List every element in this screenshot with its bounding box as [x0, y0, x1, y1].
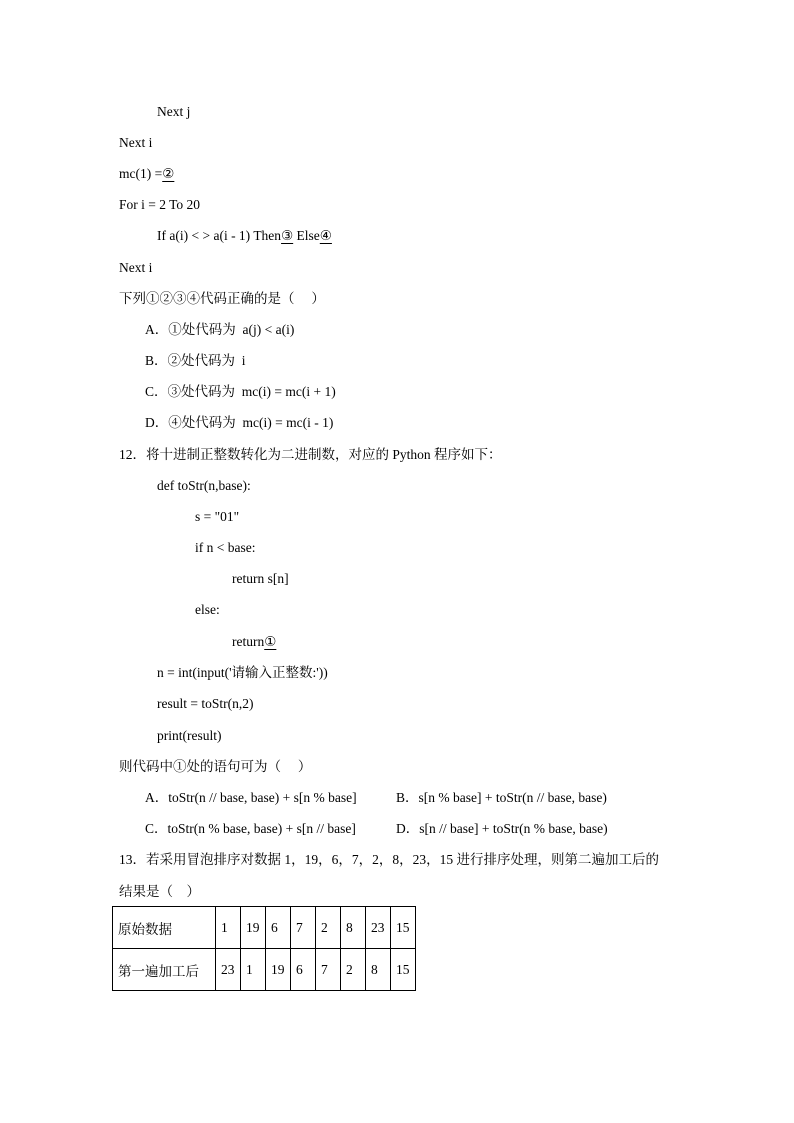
code-return-1: return s[n] — [232, 571, 289, 586]
question-12-sub-prompt: 则代码中①处的语句可为（ ） — [119, 759, 312, 774]
question-12-option-b: B．s[n % base] + toStr(n // base, base) — [396, 790, 607, 805]
blank-4: ④ — [319, 228, 332, 243]
table-cell: 7 — [316, 949, 341, 991]
code-next-i: Next i — [119, 135, 153, 150]
code-print: print(result) — [157, 728, 222, 743]
question-12-prompt: 12．将十进制正整数转化为二进制数，对应的 Python 程序如下： — [119, 447, 502, 462]
code-next-j: Next j — [157, 104, 191, 119]
table-cell: 6 — [266, 907, 291, 949]
table-cell: 19 — [241, 907, 266, 949]
question-12-option-d: D．s[n // base] + toStr(n % base, base) — [396, 821, 608, 836]
code-def: def toStr(n,base): — [157, 478, 251, 493]
table-row-first-pass — [113, 949, 416, 991]
code-if-base: if n < base: — [195, 540, 256, 555]
table-cell: 19 — [266, 949, 291, 991]
blank-2: ② — [162, 166, 175, 181]
question-13-prompt-line-1: 13．若采用冒泡排序对数据 1，19，6，7，2，8，23，15 进行排序处理，则第二遍加工后的 — [119, 852, 659, 867]
table-row-original — [113, 907, 416, 949]
table-cell: 15 — [391, 949, 416, 991]
code-next-i-2: Next i — [119, 260, 153, 275]
blank-3: ③ — [281, 228, 294, 243]
bubble-sort-table — [112, 906, 416, 991]
table-cell: 1 — [241, 949, 266, 991]
code-return-2-prefix: return — [232, 634, 265, 649]
row-label-original: 原始数据 — [113, 907, 216, 949]
code-mc-assign — [119, 165, 178, 183]
table-cell: 7 — [291, 907, 316, 949]
question-11-option-d: D．④处代码为 mc(i) = mc(i - 1) — [145, 415, 334, 430]
question-11-prompt: 下列①②③④代码正确的是（ ） — [119, 291, 325, 306]
code-n-assign: n = int(input('请输入正整数:')) — [157, 665, 328, 680]
code-s-assign: s = "01" — [195, 509, 240, 524]
table-cell: 2 — [341, 949, 366, 991]
table-cell: 2 — [316, 907, 341, 949]
code-return-2 — [232, 633, 280, 651]
code-else: Else — [293, 228, 320, 243]
table-cell: 1 — [216, 907, 241, 949]
code-else-line: else: — [195, 602, 220, 617]
table-cell: 6 — [291, 949, 316, 991]
code-for-loop: For i = 2 To 20 — [119, 197, 201, 212]
code-if-line — [157, 227, 332, 245]
question-12-option-c: C．toStr(n % base, base) + s[n // base] — [145, 821, 356, 836]
question-11-option-c: C．③处代码为 mc(i) = mc(i + 1) — [145, 384, 336, 399]
question-12-option-a: A．toStr(n // base, base) + s[n % base] — [145, 790, 357, 805]
question-13-prompt-line-2: 结果是（ ） — [119, 884, 200, 899]
table-cell: 23 — [216, 949, 241, 991]
blank-1: ① — [264, 634, 277, 649]
table-cell: 8 — [366, 949, 391, 991]
table-cell: 8 — [341, 907, 366, 949]
question-11-option-b: B．②处代码为 i — [145, 353, 246, 368]
code-mc-prefix: mc(1) = — [119, 166, 163, 181]
code-result-assign: result = toStr(n,2) — [157, 696, 254, 711]
code-if-prefix: If a(i) < > a(i - 1) Then — [157, 228, 282, 243]
row-label-first-pass: 第一遍加工后 — [113, 949, 216, 991]
table-cell: 15 — [391, 907, 416, 949]
question-11-option-a: A．①处代码为 a(j) < a(i) — [145, 322, 295, 337]
table-cell: 23 — [366, 907, 391, 949]
